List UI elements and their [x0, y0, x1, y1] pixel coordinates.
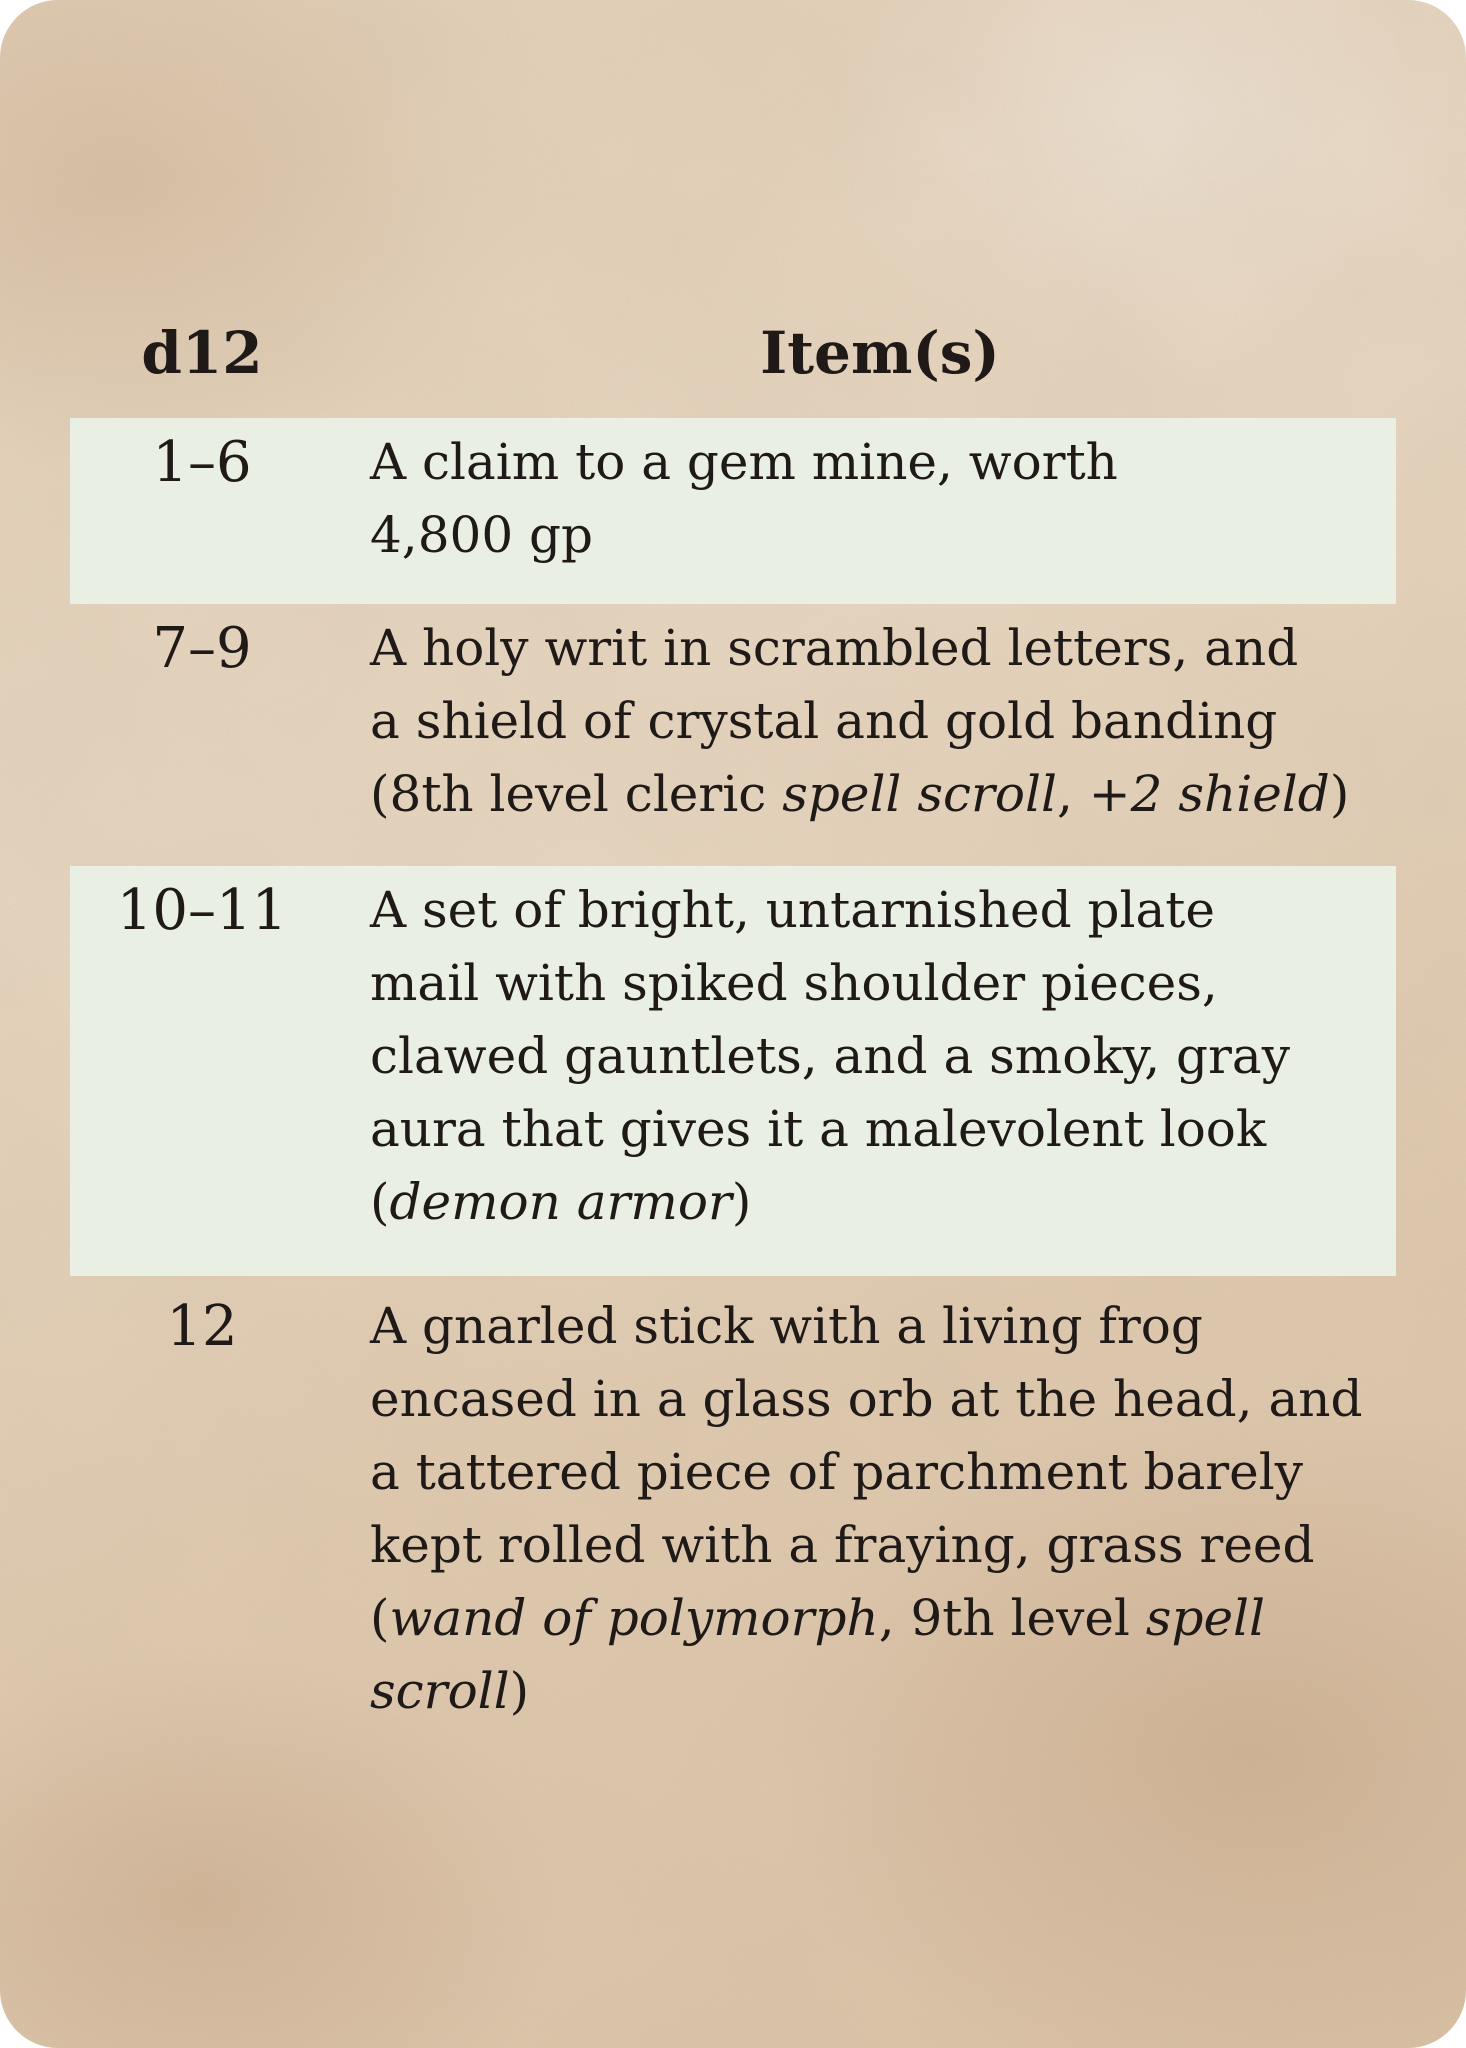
text-run: a shield of crystal and gold banding	[370, 692, 1278, 750]
text-run: A holy writ in scrambled letters, and	[370, 619, 1299, 677]
item-description	[334, 1290, 1396, 1746]
text-run: mail with spiked shoulder pieces,	[370, 954, 1218, 1012]
text-run: (8th level cleric	[370, 765, 783, 823]
header-roll: d12	[141, 319, 263, 387]
text-run: encased in a glass orb at the head, and	[370, 1370, 1363, 1428]
table-row	[70, 866, 1396, 1276]
header-item: Item(s)	[760, 319, 1000, 387]
description-line	[370, 499, 1376, 572]
text-run: A gnarled stick with a living frog	[370, 1297, 1203, 1355]
text-run: (	[370, 1173, 390, 1231]
text-run: kept rolled with a fraying, grass reed	[370, 1516, 1315, 1574]
description-line	[370, 426, 1376, 499]
table-header	[70, 300, 1396, 418]
item-name-italic: demon armor	[389, 1173, 732, 1231]
description-line	[370, 758, 1376, 831]
loot-table	[70, 300, 1396, 1746]
roll-range: 10–11	[116, 878, 288, 943]
table-row	[70, 418, 1396, 604]
text-run: A set of bright, untarnished plate	[370, 881, 1215, 939]
description-line	[370, 1509, 1376, 1582]
description-line	[370, 1166, 1376, 1239]
text-run: )	[1329, 765, 1350, 823]
description-line	[370, 1363, 1376, 1436]
description-line	[370, 1290, 1376, 1363]
item-description	[334, 612, 1396, 866]
item-name-italic: spell	[1145, 1589, 1266, 1647]
text-run: aura that gives it a malevolent look	[370, 1100, 1267, 1158]
text-run: (	[370, 1589, 390, 1647]
description-line	[370, 685, 1376, 758]
roll-range: 1–6	[152, 430, 252, 495]
text-run: clawed gauntlets, and a smoky, gray	[370, 1027, 1290, 1085]
text-run: )	[509, 1662, 530, 1720]
description-line	[370, 1582, 1376, 1655]
item-description	[334, 874, 1396, 1276]
roll-range: 12	[166, 1294, 238, 1359]
description-line	[370, 874, 1376, 947]
item-name-italic: wand of polymorph	[389, 1589, 879, 1647]
description-line	[370, 1436, 1376, 1509]
text-run: 4,800 gp	[370, 506, 594, 564]
item-name-italic: scroll	[370, 1662, 510, 1720]
item-name-italic: spell scroll	[782, 765, 1057, 823]
text-run: A claim to a gem mine, worth	[370, 433, 1118, 491]
description-line	[370, 947, 1376, 1020]
text-run: , 9th level	[878, 1589, 1146, 1647]
description-line	[370, 1655, 1376, 1728]
item-name-italic: +2 shield	[1088, 765, 1330, 823]
roll-range: 7–9	[152, 616, 252, 681]
description-line	[370, 612, 1376, 685]
text-run: a tattered piece of parchment barely	[370, 1443, 1304, 1501]
text-run: ,	[1056, 765, 1089, 823]
item-description	[334, 426, 1396, 604]
table-row	[70, 604, 1396, 866]
text-run: )	[731, 1173, 752, 1231]
table-row	[70, 1276, 1396, 1746]
description-line	[370, 1020, 1376, 1093]
description-line	[370, 1093, 1376, 1166]
